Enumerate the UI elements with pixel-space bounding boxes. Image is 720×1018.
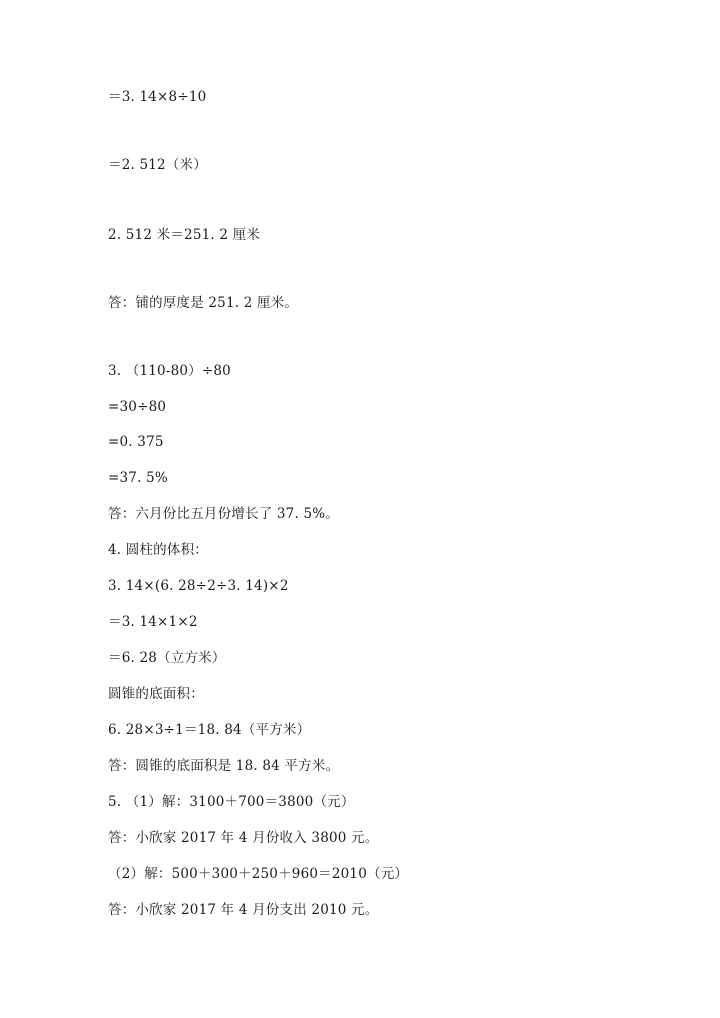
calc-line-3b: =0. 375 (108, 434, 164, 450)
answer-line-4: 答：圆锥的底面积是 18. 84 平方米。 (108, 758, 340, 774)
calc-line-4b: ＝3. 14×1×2 (108, 614, 198, 630)
cone-base-heading: 圆锥的底面积： (108, 686, 204, 702)
answer-line-5a: 答：小欣家 2017 年 4 月份收入 3800 元。 (108, 830, 379, 846)
calc-line-4c: ＝6. 28（立方米） (108, 650, 226, 666)
answer-line-5b: 答：小欣家 2017 年 4 月份支出 2010 元。 (108, 902, 379, 918)
answer-line-3: 答：六月份比五月份增长了 37. 5%。 (108, 506, 339, 522)
problem-5-part-1: 5. （1）解：3100＋700＝3800（元） (108, 794, 355, 810)
problem-4-heading: 4. 圆柱的体积： (108, 542, 208, 558)
calc-line-4a: 3. 14×(6. 28÷2÷3. 14)×2 (108, 578, 289, 594)
problem-3-line: 3. （110-80）÷80 (108, 363, 231, 379)
calc-line-2: ＝2. 512（米） (108, 157, 207, 173)
calc-line-4d: 6. 28×3÷1＝18. 84（平方米） (108, 722, 311, 738)
calc-line-3c: =37. 5% (108, 470, 168, 486)
conversion-line: 2. 512 米＝251. 2 厘米 (108, 227, 261, 243)
calc-line-1: ＝3. 14×8÷10 (108, 89, 207, 105)
calc-line-3a: =30÷80 (108, 399, 167, 415)
answer-line-2: 答：铺的厚度是 251. 2 厘米。 (108, 295, 299, 311)
problem-5-part-2: （2）解：500＋300＋250＋960＝2010（元） (108, 866, 409, 882)
